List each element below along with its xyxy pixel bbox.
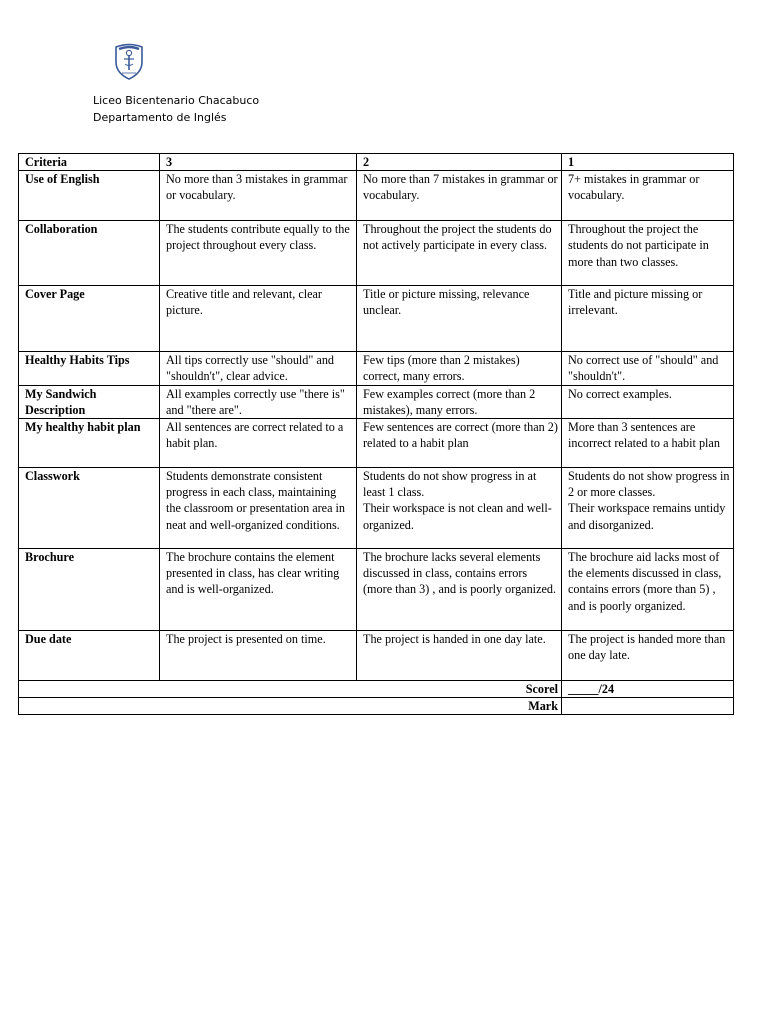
table-row-classwork <box>19 468 734 549</box>
score-3-cell: All examples correctly use "there is" and "there are". <box>160 385 357 418</box>
table-row-use-of-english <box>19 171 734 221</box>
score-2-text-line: Students do not show progress in at least 1 class. <box>363 469 537 500</box>
table-header-row <box>19 154 734 171</box>
score-1-text-line: Students do not show progress in 2 or more classes. <box>568 469 730 500</box>
score-2-cell: The project is handed in one day late. <box>357 631 562 681</box>
score-2-cell: Few examples correct (more than 2 mistakes), many errors. <box>357 385 562 418</box>
criteria-cell: Collaboration <box>19 221 160 286</box>
score-3-cell: Students demonstrate consistent progress in each class, maintaining the classroom or presentation area in neat and well-organized conditions. <box>160 468 357 549</box>
table-row-healthy-habits-tips <box>19 352 734 385</box>
criteria-cell: My Sandwich Description <box>19 385 160 418</box>
column-header-2: 2 <box>357 154 562 171</box>
score-3-cell: Creative title and relevant, clear picture. <box>160 286 357 352</box>
criteria-cell: Classwork <box>19 468 160 549</box>
table-row-brochure <box>19 549 734 631</box>
score-3-cell: All sentences are correct related to a habit plan. <box>160 419 357 468</box>
school-name: Liceo Bicentenario Chacabuco <box>93 94 260 107</box>
score-3-cell: All tips correctly use "should" and "shouldn't", clear advice. <box>160 352 357 385</box>
score-value: _____/24 <box>562 681 734 698</box>
score-1-cell: More than 3 sentences are incorrect related to a habit plan <box>562 419 734 468</box>
score-1-cell: Throughout the project the students do not participate in more than two classes. <box>562 221 734 286</box>
score-2-cell: Few tips (more than 2 mistakes) correct, many errors. <box>357 352 562 385</box>
score-3-cell: The students contribute equally to the project throughout every class. <box>160 221 357 286</box>
table-row-my-healthy-habit-plan <box>19 419 734 468</box>
score-1-cell: No correct examples. <box>562 385 734 418</box>
table-row-my-sandwich-description <box>19 385 734 418</box>
column-header-3: 3 <box>160 154 357 171</box>
score-2-cell <box>357 468 562 549</box>
criteria-cell: Cover Page <box>19 286 160 352</box>
table-row-due-date <box>19 631 734 681</box>
criteria-cell: Due date <box>19 631 160 681</box>
criteria-cell: Brochure <box>19 549 160 631</box>
column-header-criteria: Criteria <box>19 154 160 171</box>
score-3-cell: The brochure contains the element presented in class, has clear writing and is well-organized. <box>160 549 357 631</box>
score-1-text-line: Their workspace remains untidy and disorganized. <box>568 501 726 532</box>
criteria-cell: Use of English <box>19 171 160 221</box>
rubric-table <box>18 153 734 715</box>
criteria-cell: Healthy Habits Tips <box>19 352 160 385</box>
score-2-cell: No more than 7 mistakes in grammar or vocabulary. <box>357 171 562 221</box>
score-label: Scorel <box>19 681 562 698</box>
score-2-text-line: Their workspace is not clean and well-organized. <box>363 501 552 532</box>
score-1-cell: No correct use of "should" and "shouldn't". <box>562 352 734 385</box>
score-3-cell: No more than 3 mistakes in grammar or vocabulary. <box>160 171 357 221</box>
school-header <box>93 92 259 126</box>
mark-value <box>562 698 734 715</box>
score-1-cell: The brochure aid lacks most of the elements discussed in class, contains errors (more than 5) , and is poorly organized. <box>562 549 734 631</box>
score-2-cell: The brochure lacks several elements discussed in class, contains errors (more than 3) , and is poorly organized. <box>357 549 562 631</box>
score-2-cell: Title or picture missing, relevance unclear. <box>357 286 562 352</box>
score-1-cell: 7+ mistakes in grammar or vocabulary. <box>562 171 734 221</box>
score-3-cell: The project is presented on time. <box>160 631 357 681</box>
score-row <box>19 681 734 698</box>
criteria-cell: My healthy habit plan <box>19 419 160 468</box>
department-name: Departamento de Inglés <box>93 111 227 124</box>
column-header-1: 1 <box>562 154 734 171</box>
table-row-collaboration <box>19 221 734 286</box>
score-1-cell: Title and picture missing or irrelevant. <box>562 286 734 352</box>
score-2-cell: Few sentences are correct (more than 2) related to a habit plan <box>357 419 562 468</box>
score-1-cell <box>562 468 734 549</box>
score-1-cell: The project is handed more than one day late. <box>562 631 734 681</box>
table-row-cover-page <box>19 286 734 352</box>
mark-label: Mark <box>19 698 562 715</box>
mark-row <box>19 698 734 715</box>
school-crest-icon <box>110 42 148 80</box>
score-2-cell: Throughout the project the students do not actively participate in every class. <box>357 221 562 286</box>
